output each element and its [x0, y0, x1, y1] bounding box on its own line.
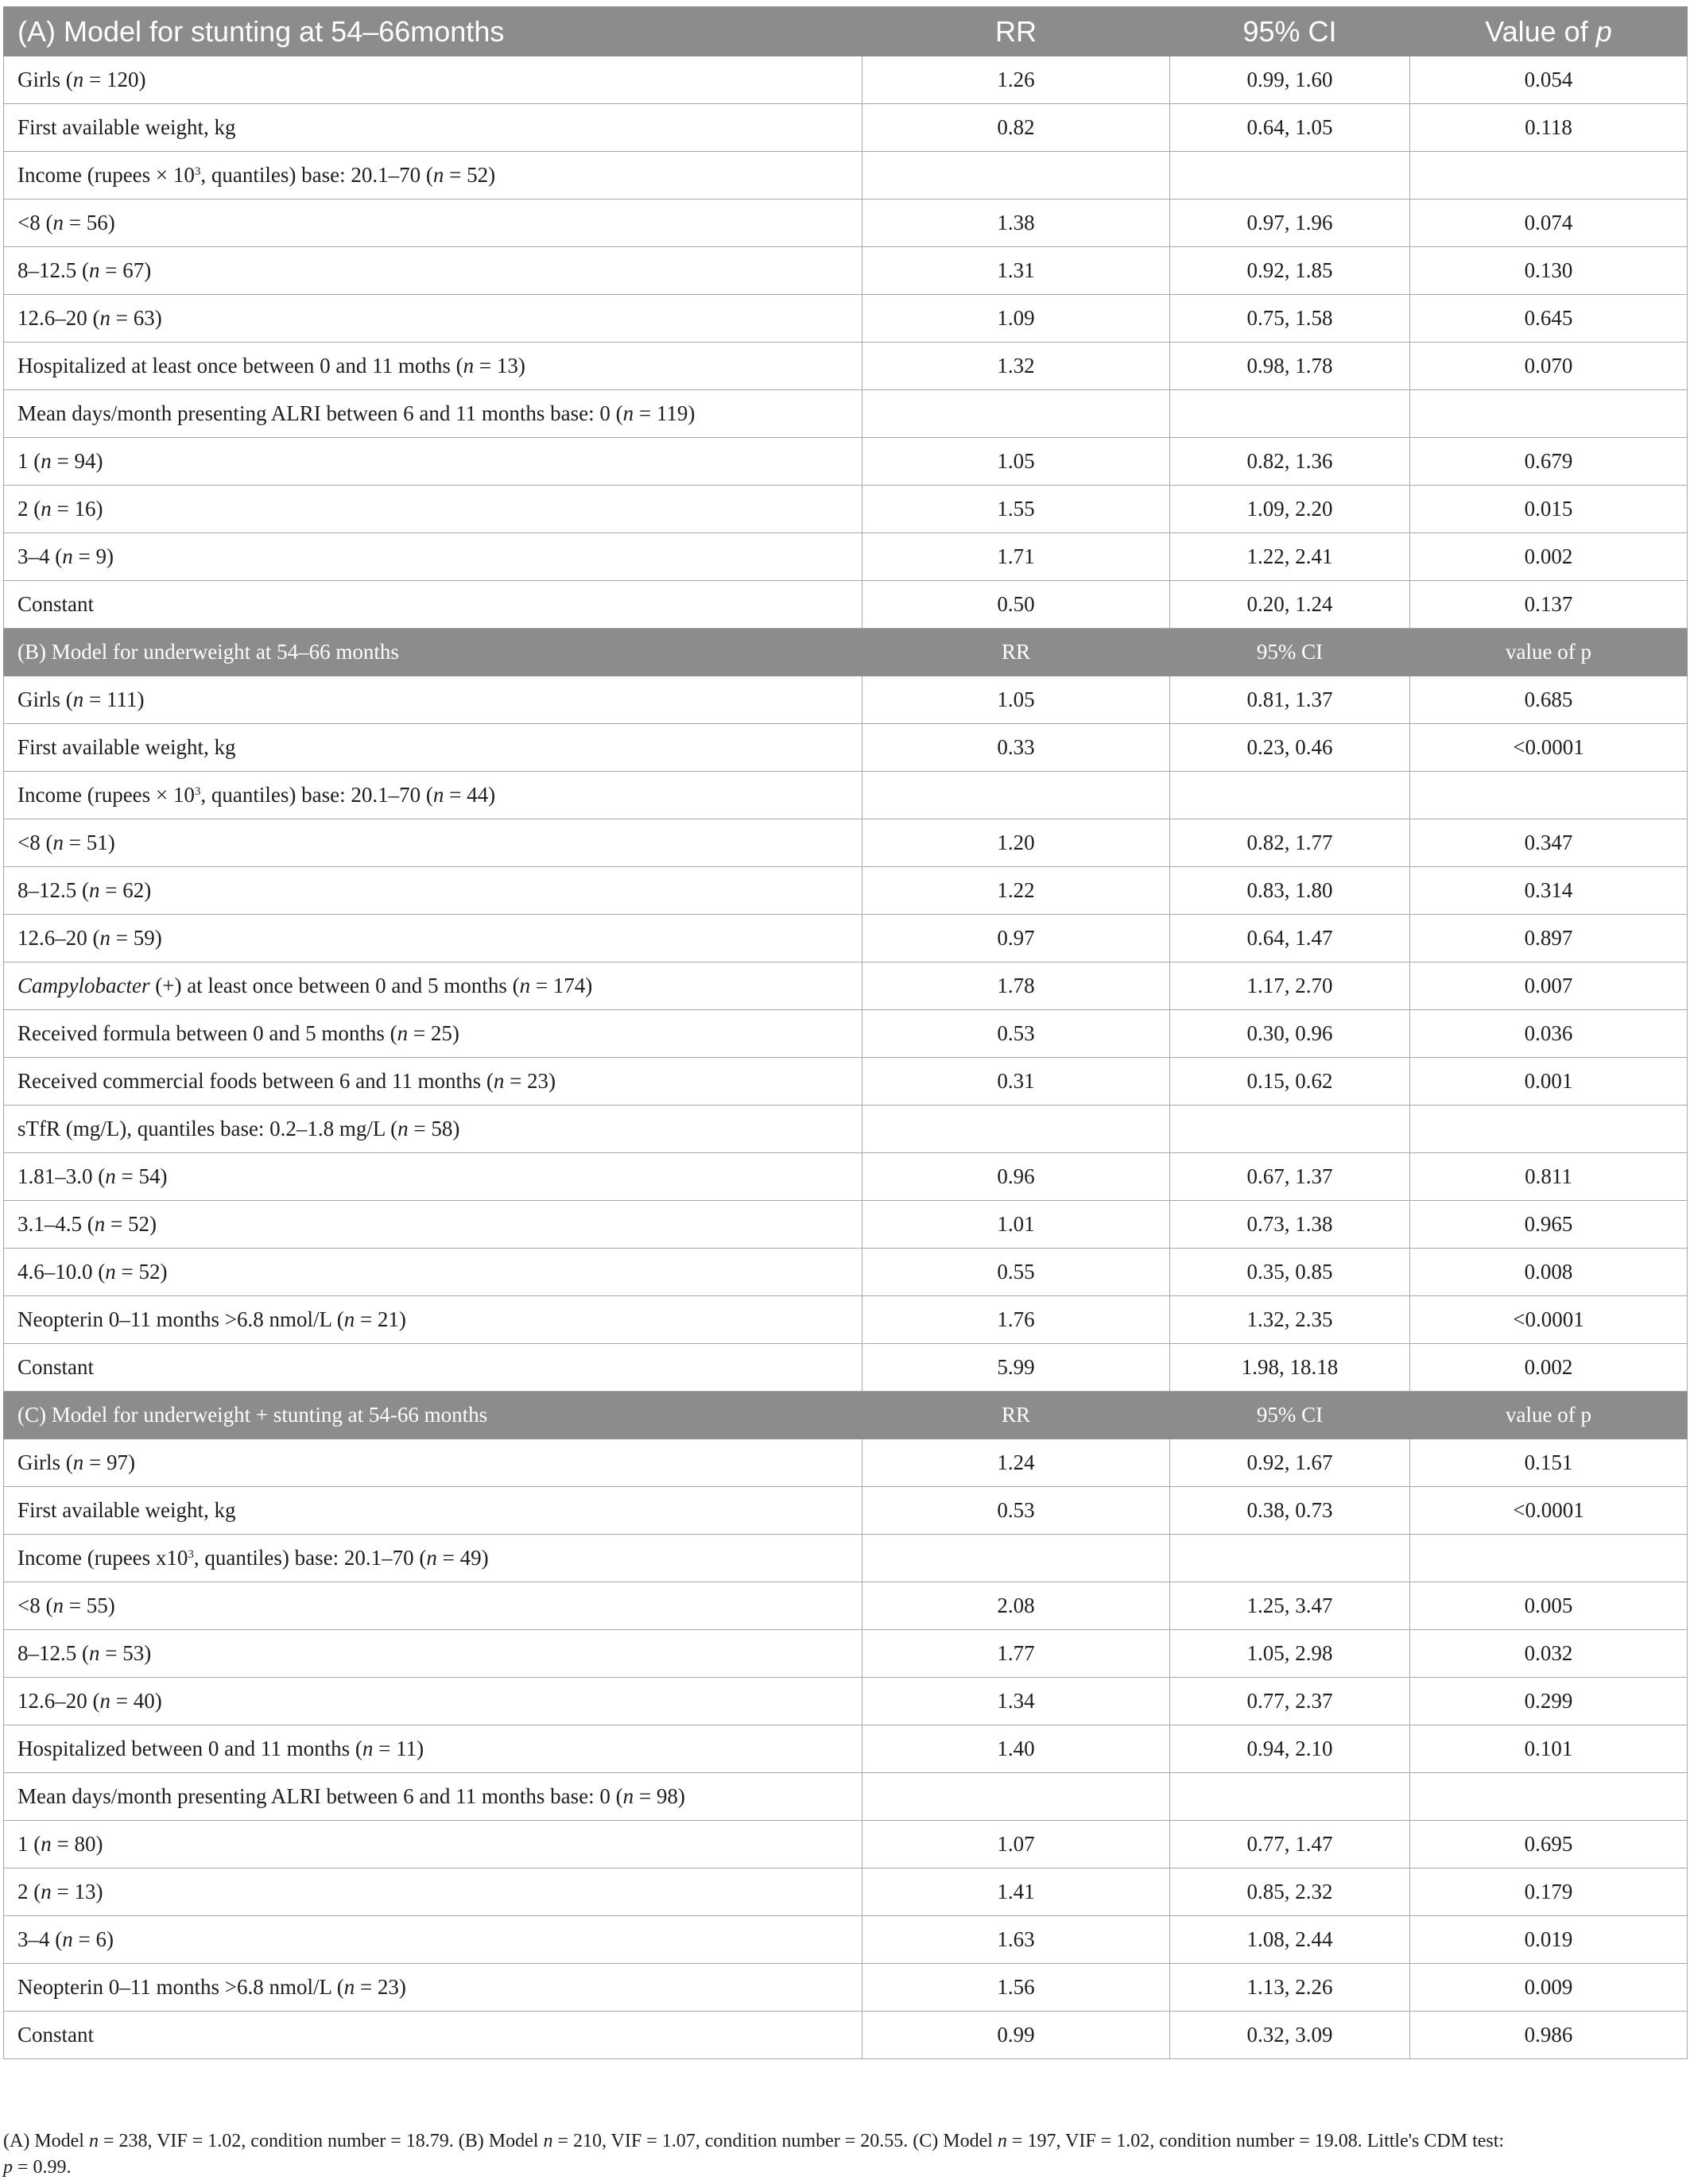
row-label: sTfR (mg/L), quantiles base: 0.2–1.8 mg/L (n = 58): [4, 1106, 862, 1153]
ci-value: 0.15, 0.62: [1170, 1058, 1410, 1106]
table-row: [4, 772, 1688, 819]
col-p-header: value of p: [1410, 1392, 1688, 1439]
ci-value: 0.81, 1.37: [1170, 676, 1410, 724]
table-row: [4, 1153, 1688, 1201]
rr-value: 0.82: [862, 104, 1170, 152]
rr-value: 1.38: [862, 199, 1170, 247]
rr-value: 5.99: [862, 1344, 1170, 1392]
row-label: <8 (n = 56): [4, 199, 862, 247]
ci-value: 0.82, 1.36: [1170, 438, 1410, 486]
row-label: Girls (n = 111): [4, 676, 862, 724]
table-row: [4, 1916, 1688, 1964]
row-label: Received commercial foods between 6 and 11 months (n = 23): [4, 1058, 862, 1106]
rr-value: 1.40: [862, 1725, 1170, 1773]
ci-value: 0.30, 0.96: [1170, 1010, 1410, 1058]
p-value: [1410, 152, 1688, 199]
row-label: Mean days/month presenting ALRI between 6 and 11 months base: 0 (n = 119): [4, 390, 862, 438]
regression-table-container: [3, 6, 1687, 2059]
ci-value: [1170, 1535, 1410, 1582]
rr-value: 1.34: [862, 1678, 1170, 1725]
ci-value: 0.35, 0.85: [1170, 1249, 1410, 1296]
p-value: 0.347: [1410, 819, 1688, 867]
rr-value: 0.31: [862, 1058, 1170, 1106]
table-row: [4, 1964, 1688, 2012]
rr-value: 1.20: [862, 819, 1170, 867]
ci-value: 0.98, 1.78: [1170, 343, 1410, 390]
ci-value: 0.92, 1.85: [1170, 247, 1410, 295]
ci-value: 0.99, 1.60: [1170, 56, 1410, 104]
table-row: [4, 343, 1688, 390]
rr-value: 0.33: [862, 724, 1170, 772]
table-row: [4, 295, 1688, 343]
table-row: [4, 819, 1688, 867]
row-label: Received formula between 0 and 5 months (n = 25): [4, 1010, 862, 1058]
ci-value: 0.23, 0.46: [1170, 724, 1410, 772]
p-value: 0.032: [1410, 1630, 1688, 1678]
ci-value: 0.64, 1.05: [1170, 104, 1410, 152]
ci-value: 1.09, 2.20: [1170, 486, 1410, 533]
rr-value: 1.24: [862, 1439, 1170, 1487]
p-value: 0.130: [1410, 247, 1688, 295]
p-value: [1410, 1106, 1688, 1153]
p-value: 0.685: [1410, 676, 1688, 724]
rr-value: 1.77: [862, 1630, 1170, 1678]
table-row: [4, 104, 1688, 152]
row-label: Constant: [4, 581, 862, 629]
rr-value: [862, 772, 1170, 819]
table-row: [4, 56, 1688, 104]
ci-value: [1170, 152, 1410, 199]
row-label: Hospitalized at least once between 0 and 11 moths (n = 13): [4, 343, 862, 390]
p-value: 0.036: [1410, 1010, 1688, 1058]
rr-value: 0.99: [862, 2012, 1170, 2059]
ci-value: 0.32, 3.09: [1170, 2012, 1410, 2059]
section-b-header: [4, 629, 1688, 676]
row-label: 4.6–10.0 (n = 52): [4, 1249, 862, 1296]
table-row: [4, 1630, 1688, 1678]
row-label: Constant: [4, 1344, 862, 1392]
table-row: [4, 1010, 1688, 1058]
ci-value: 0.85, 2.32: [1170, 1868, 1410, 1916]
footnote-text: (A) Model n = 238, VIF = 1.02, condition number = 18.79. (B) Model n = 210, VIF = 1.07, condition number = 20.55. (C) Model n = 197, VIF = 1.02, condition number = 19.08. Little's CDM test:: [3, 2131, 1505, 2151]
row-label: Income (rupees × $10^3$, quantiles) base: 20.1–70 (n = 44): [4, 772, 862, 819]
rr-value: 0.53: [862, 1487, 1170, 1535]
table-row: [4, 1344, 1688, 1392]
p-value: [1410, 1773, 1688, 1821]
rr-value: 1.78: [862, 962, 1170, 1010]
table-row: [4, 724, 1688, 772]
table-row: [4, 152, 1688, 199]
ci-value: [1170, 390, 1410, 438]
row-label: 1 (n = 80): [4, 1821, 862, 1868]
rr-value: 1.05: [862, 438, 1170, 486]
table-footnote: [3, 2128, 1687, 2181]
section-a-title: (A) Model for stunting at 54–66months: [4, 7, 862, 56]
col-rr-header: RR: [862, 629, 1170, 676]
row-label: Campylobacter (+) at least once between 0 and 5 months (n = 174): [4, 962, 862, 1010]
ci-value: 0.77, 1.47: [1170, 1821, 1410, 1868]
ci-value: 1.22, 2.41: [1170, 533, 1410, 581]
ci-value: 0.77, 2.37: [1170, 1678, 1410, 1725]
ci-value: 0.73, 1.38: [1170, 1201, 1410, 1249]
rr-value: 1.05: [862, 676, 1170, 724]
row-label: Mean days/month presenting ALRI between 6 and 11 months base: 0 (n = 98): [4, 1773, 862, 1821]
ci-value: 0.20, 1.24: [1170, 581, 1410, 629]
row-label: Hospitalized between 0 and 11 months (n = 11): [4, 1725, 862, 1773]
col-rr-header: RR: [862, 7, 1170, 56]
section-a-header: [4, 7, 1688, 56]
p-value: 0.009: [1410, 1964, 1688, 2012]
table-row: [4, 486, 1688, 533]
row-label: 12.6–20 (n = 40): [4, 1678, 862, 1725]
p-value: 0.811: [1410, 1153, 1688, 1201]
row-label: 8–12.5 (n = 67): [4, 247, 862, 295]
p-value: 0.019: [1410, 1916, 1688, 1964]
rr-value: [862, 152, 1170, 199]
table-row: [4, 1296, 1688, 1344]
p-value: 0.015: [1410, 486, 1688, 533]
ci-value: 1.32, 2.35: [1170, 1296, 1410, 1344]
table-row: [4, 1821, 1688, 1868]
footnote-text-cont: p = 0.99.: [3, 2157, 72, 2178]
ci-value: 0.94, 2.10: [1170, 1725, 1410, 1773]
row-label: Income (rupees $x10^3$, quantiles) base: 20.1–70 (n = 49): [4, 1535, 862, 1582]
col-ci-header: 95% CI: [1170, 7, 1410, 56]
p-value: [1410, 772, 1688, 819]
ci-value: 1.98, 18.18: [1170, 1344, 1410, 1392]
rr-value: [862, 1773, 1170, 1821]
rr-value: 1.71: [862, 533, 1170, 581]
table-row: [4, 1058, 1688, 1106]
p-value: <0.0001: [1410, 1487, 1688, 1535]
p-value: 0.179: [1410, 1868, 1688, 1916]
rr-value: 1.26: [862, 56, 1170, 104]
col-p-header: value of p: [1410, 629, 1688, 676]
p-value: 0.054: [1410, 56, 1688, 104]
p-value: 0.299: [1410, 1678, 1688, 1725]
table-row: [4, 1487, 1688, 1535]
section-b-title: (B) Model for underweight at 54–66 months: [4, 629, 862, 676]
table-row: [4, 1725, 1688, 1773]
row-label: 12.6–20 (n = 59): [4, 915, 862, 962]
rr-value: 1.07: [862, 1821, 1170, 1868]
table-row: [4, 1773, 1688, 1821]
table-row: [4, 199, 1688, 247]
row-label: 8–12.5 (n = 53): [4, 1630, 862, 1678]
rr-value: 1.41: [862, 1868, 1170, 1916]
table-row: [4, 1106, 1688, 1153]
p-value: 0.002: [1410, 1344, 1688, 1392]
row-label: 3.1–4.5 (n = 52): [4, 1201, 862, 1249]
row-label: Neopterin 0–11 months >6.8 nmol/L (n = 21): [4, 1296, 862, 1344]
p-value: 0.001: [1410, 1058, 1688, 1106]
ci-value: 0.92, 1.67: [1170, 1439, 1410, 1487]
p-value: 0.897: [1410, 915, 1688, 962]
rr-value: 0.55: [862, 1249, 1170, 1296]
p-value: 0.005: [1410, 1582, 1688, 1630]
row-label: Neopterin 0–11 months >6.8 nmol/L (n = 23): [4, 1964, 862, 2012]
table-row: [4, 915, 1688, 962]
row-label: Constant: [4, 2012, 862, 2059]
rr-value: 1.01: [862, 1201, 1170, 1249]
ci-value: 1.05, 2.98: [1170, 1630, 1410, 1678]
ci-value: 1.08, 2.44: [1170, 1916, 1410, 1964]
row-label: First available weight, kg: [4, 1487, 862, 1535]
table-row: [4, 1535, 1688, 1582]
p-value: 0.008: [1410, 1249, 1688, 1296]
row-label: <8 (n = 51): [4, 819, 862, 867]
row-label: 12.6–20 (n = 63): [4, 295, 862, 343]
ci-value: 1.17, 2.70: [1170, 962, 1410, 1010]
rr-value: 1.09: [862, 295, 1170, 343]
p-value: 0.965: [1410, 1201, 1688, 1249]
table-row: [4, 2012, 1688, 2059]
row-label: First available weight, kg: [4, 104, 862, 152]
rr-value: 1.76: [862, 1296, 1170, 1344]
table-row: [4, 390, 1688, 438]
p-value: 0.986: [1410, 2012, 1688, 2059]
table-row: [4, 533, 1688, 581]
rr-value: 0.53: [862, 1010, 1170, 1058]
ci-value: 1.25, 3.47: [1170, 1582, 1410, 1630]
rr-value: 1.32: [862, 343, 1170, 390]
rr-value: [862, 390, 1170, 438]
row-label: 8–12.5 (n = 62): [4, 867, 862, 915]
p-value: 0.151: [1410, 1439, 1688, 1487]
regression-table: [3, 6, 1688, 2059]
col-ci-header: 95% CI: [1170, 629, 1410, 676]
rr-value: 0.97: [862, 915, 1170, 962]
table-row: [4, 1249, 1688, 1296]
section-c-header: [4, 1392, 1688, 1439]
row-label: 2 (n = 13): [4, 1868, 862, 1916]
p-value: 0.118: [1410, 104, 1688, 152]
row-label: 1 (n = 94): [4, 438, 862, 486]
table-row: [4, 1201, 1688, 1249]
row-label: 3–4 (n = 6): [4, 1916, 862, 1964]
table-row: [4, 1678, 1688, 1725]
table-row: [4, 247, 1688, 295]
rr-value: [862, 1535, 1170, 1582]
row-label: Girls (n = 97): [4, 1439, 862, 1487]
rr-value: 1.22: [862, 867, 1170, 915]
table-row: [4, 581, 1688, 629]
ci-value: 0.97, 1.96: [1170, 199, 1410, 247]
ci-value: 0.82, 1.77: [1170, 819, 1410, 867]
col-p-header: Value of p: [1410, 7, 1688, 56]
col-ci-header: 95% CI: [1170, 1392, 1410, 1439]
rr-value: 2.08: [862, 1582, 1170, 1630]
ci-value: 0.38, 0.73: [1170, 1487, 1410, 1535]
row-label: 2 (n = 16): [4, 486, 862, 533]
row-label: Income (rupees × $10^3$, quantiles) base: 20.1–70 (n = 52): [4, 152, 862, 199]
p-value: 0.645: [1410, 295, 1688, 343]
ci-value: [1170, 1773, 1410, 1821]
ci-value: 1.13, 2.26: [1170, 1964, 1410, 2012]
table-row: [4, 1868, 1688, 1916]
table-row: [4, 1582, 1688, 1630]
ci-value: 0.75, 1.58: [1170, 295, 1410, 343]
p-value: 0.137: [1410, 581, 1688, 629]
p-value: 0.007: [1410, 962, 1688, 1010]
rr-value: 0.50: [862, 581, 1170, 629]
row-label: First available weight, kg: [4, 724, 862, 772]
row-label: Girls (n = 120): [4, 56, 862, 104]
section-c-title: (C) Model for underweight + stunting at 54-66 months: [4, 1392, 862, 1439]
row-label: 3–4 (n = 9): [4, 533, 862, 581]
rr-value: 1.56: [862, 1964, 1170, 2012]
p-value: 0.074: [1410, 199, 1688, 247]
ci-value: 0.83, 1.80: [1170, 867, 1410, 915]
p-value: 0.101: [1410, 1725, 1688, 1773]
p-value: 0.070: [1410, 343, 1688, 390]
p-value: 0.695: [1410, 1821, 1688, 1868]
p-value: <0.0001: [1410, 724, 1688, 772]
rr-value: 1.63: [862, 1916, 1170, 1964]
rr-value: 0.96: [862, 1153, 1170, 1201]
ci-value: [1170, 1106, 1410, 1153]
ci-value: 0.64, 1.47: [1170, 915, 1410, 962]
table-row: [4, 1439, 1688, 1487]
p-value: [1410, 1535, 1688, 1582]
rr-value: [862, 1106, 1170, 1153]
table-row: [4, 867, 1688, 915]
ci-value: [1170, 772, 1410, 819]
row-label: 1.81–3.0 (n = 54): [4, 1153, 862, 1201]
row-label: <8 (n = 55): [4, 1582, 862, 1630]
ci-value: 0.67, 1.37: [1170, 1153, 1410, 1201]
col-rr-header: RR: [862, 1392, 1170, 1439]
p-value: 0.679: [1410, 438, 1688, 486]
p-value: <0.0001: [1410, 1296, 1688, 1344]
p-value: 0.314: [1410, 867, 1688, 915]
p-value: [1410, 390, 1688, 438]
p-value: 0.002: [1410, 533, 1688, 581]
table-row: [4, 962, 1688, 1010]
table-row: [4, 676, 1688, 724]
rr-value: 1.31: [862, 247, 1170, 295]
rr-value: 1.55: [862, 486, 1170, 533]
table-row: [4, 438, 1688, 486]
